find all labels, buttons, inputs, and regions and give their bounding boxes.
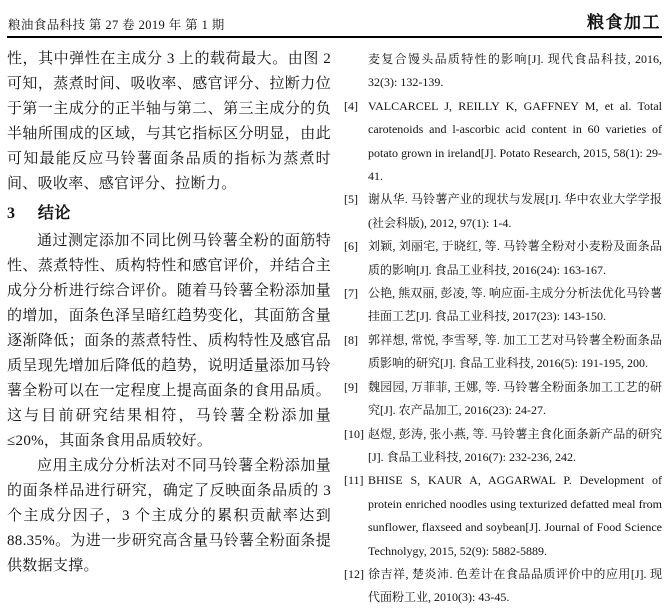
- journal-section-label: 粮食加工: [587, 13, 661, 32]
- reference-text: 麦复合馒头品质特性的影响[J]. 现代食品科技, 2016, 32(3): 132-139.: [368, 52, 662, 90]
- reference-text: 徐吉祥, 楚炎沛. 色差计在食品品质评价中的应用[J]. 现代面粉工业, 2010(3): 43-45.: [368, 566, 662, 605]
- reference-item: [344, 235, 662, 282]
- reference-label: [8]: [344, 332, 358, 347]
- reference-item: [344, 563, 662, 610]
- reference-text: VALCARCEL J, REILLY K, GAFFNEY M, et al. Total carotenoids and l-ascorbic acid content in 60 varieties of potato grown in ireland[J]. Potato Research, 2015, 58(1): 29-41.: [368, 98, 662, 184]
- reference-text: BHISE S, KAUR A, AGGARWAL P. Development of protein enriched noodles using texturized defatted meal from sunflower, flaxseed and soybean[J]. Journal of Food Science Technolygy, 2015, 52(9): 5882-5889.: [368, 473, 662, 558]
- reference-label: [4]: [344, 98, 358, 113]
- reference-item: [344, 423, 662, 470]
- reference-label: [12]: [344, 566, 364, 581]
- body-paragraph-continuation: 性，其中弹性在主成分 3 上的载荷最大。由图 2 可知，蒸煮时间、吸收率、感官评分、拉断力位于第一主成分的正半轴与第二、第三主成分的负半轴所围成的区域，与其它指标区分明显，由此可知最能反应马铃薯面条品质的指标为蒸煮时间、吸收率、感官评分、拉断力。: [7, 51, 331, 192]
- left-column: [7, 47, 331, 610]
- reference-label: [11]: [344, 473, 364, 488]
- section-title: 结论: [37, 205, 71, 222]
- reference-item: [344, 95, 662, 189]
- body-paragraph: 通过测定添加不同比例马铃薯全粉的面筋特性、蒸煮特性、质构特性和感官评价，并结合主成分分析进行综合评价。随着马铃薯全粉添加量的增加，面条色泽呈暗红趋势变化，其面筋含量逐渐降低；面条的蒸煮特性、质构特性及感官品质呈现先增加后降低的趋势，说明适量添加马铃薯全粉可以在一定程度上提高面条的食用品质。这与目前研究结果相符，马铃薯全粉添加量≤20%，其面条食用品质较好。: [7, 233, 331, 449]
- reference-text: 郭祥想, 常悦, 李雪琴, 等. 加工工艺对马铃薯全粉面条品质影响的研究[J]. 食品工业科技, 2016(5): 191-195, 200.: [368, 332, 662, 371]
- reference-label: [5]: [344, 192, 358, 207]
- reference-item: [344, 469, 662, 563]
- reference-label: [6]: [344, 239, 358, 254]
- references-column: [344, 48, 662, 610]
- section-number: 3: [7, 205, 16, 222]
- reference-item: [344, 188, 662, 235]
- reference-label: [7]: [344, 286, 358, 301]
- body-paragraph: 应用主成分分析法对不同马铃薯全粉添加量的面条样品进行研究，确定了反映面条品质的 3 个主成分因子，3 个主成分的累积贡献率达到 88.35%。为进一步研究高含量马铃薯全粉面条提供数据支撑。: [7, 458, 331, 574]
- reference-text: 刘颖, 刘丽宅, 于晓红, 等. 马铃薯全粉对小麦粉及面条品质的影响[J]. 食品工业科技, 2016(24): 163-167.: [368, 239, 662, 277]
- reference-label: [9]: [344, 379, 358, 394]
- reference-text: 谢从华. 马铃薯产业的现状与发展[J]. 华中农业大学学报(社会科版), 2012, 97(1): 1-4.: [368, 192, 662, 230]
- reference-label: [10]: [344, 426, 364, 441]
- running-head: [7, 8, 662, 38]
- reference-item: [344, 376, 662, 423]
- journal-issue-info: 粮油食品科技 第 27 卷 2019 年 第 1 期: [8, 18, 225, 32]
- reference-text: 魏园园, 万菲菲, 王娜, 等. 马铃薯全粉面条加工工艺的研究[J]. 农产品加工, 2016(23): 24-27.: [368, 379, 662, 418]
- reference-text: 公艳, 熊双丽, 彭凌, 等. 响应面-主成分分析法优化马铃薯挂面工艺[J]. 食品工业科技, 2017(23): 143-150.: [368, 286, 662, 324]
- reference-text: 赵煜, 彭涛, 张小燕, 等. 马铃薯主食化面条新产品的研究[J]. 食品工业科技, 2016(7): 232-236, 242.: [368, 426, 662, 464]
- reference-item: [344, 282, 662, 329]
- reference-item: [344, 329, 662, 376]
- two-column-body: [7, 47, 662, 610]
- section-heading: [7, 201, 331, 226]
- reference-continuation: [344, 48, 662, 95]
